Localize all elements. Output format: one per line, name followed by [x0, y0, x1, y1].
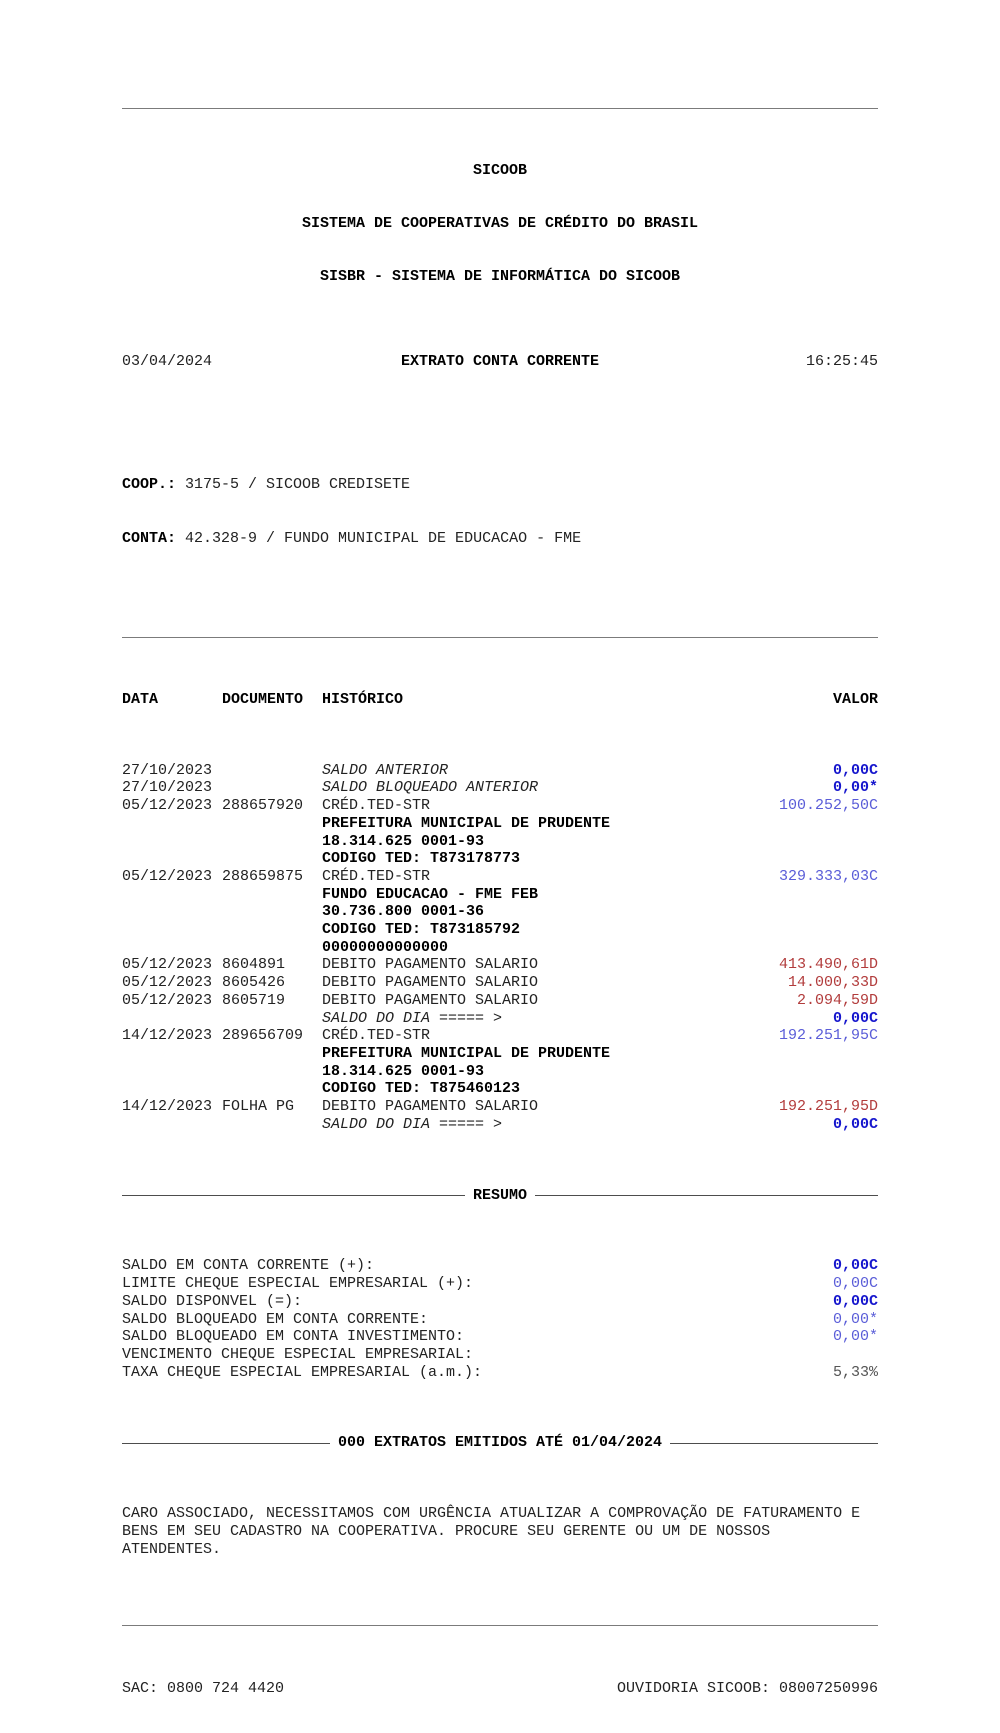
ouvidoria-phone: OUVIDORIA SICOOB: 08007250996	[616, 1679, 878, 1697]
table-row	[122, 1027, 878, 1045]
cell-data: 05/12/2023	[122, 956, 213, 974]
cell-historico: SALDO BLOQUEADO ANTERIOR	[322, 779, 539, 797]
cell-data: 05/12/2023	[122, 974, 213, 992]
org-name: SICOOB	[472, 162, 527, 180]
emitted-divider	[122, 1434, 878, 1452]
emitted-text: 000 EXTRATOS EMITIDOS ATÉ 01/04/2024	[337, 1434, 663, 1452]
top-rule	[122, 108, 878, 109]
notice-paragraph	[122, 1505, 878, 1558]
cell-documento	[222, 1063, 322, 1081]
page-title: EXTRATO CONTA CORRENTE	[400, 353, 600, 371]
cell-documento	[222, 1080, 322, 1098]
cell-valor: 2.094,59D	[796, 991, 878, 1009]
table-row	[122, 1116, 878, 1134]
account-info	[122, 441, 878, 583]
divider-line	[535, 1195, 878, 1196]
cell-historico: CODIGO TED: T875460123	[322, 1080, 521, 1098]
cell-documento	[222, 815, 322, 833]
cell-historico: SALDO DO DIA ===== >	[322, 1115, 503, 1133]
statement-meta-row	[122, 353, 878, 371]
footer-rule	[122, 1625, 878, 1626]
cell-documento: 8604891	[222, 956, 286, 974]
cell-documento	[222, 903, 322, 921]
cell-data	[122, 886, 222, 904]
cell-data	[122, 1080, 222, 1098]
resumo-value: 0,00*	[832, 1310, 878, 1328]
org-subtitle-2: SISBR - SISTEMA DE INFORMÁTICA DO SICOOB	[319, 268, 681, 286]
table-row	[122, 921, 878, 939]
cell-data: 05/12/2023	[122, 991, 213, 1009]
cell-historico: DEBITO PAGAMENTO SALARIO	[322, 974, 539, 992]
notice-line: CARO ASSOCIADO, NECESSITAMOS COM URGÊNCIA ATUALIZAR A COMPROVAÇÃO DE FATURAMENTO E	[122, 1505, 861, 1523]
cell-valor: 0,00C	[832, 761, 878, 779]
divider-line	[122, 1443, 330, 1444]
resumo-row	[122, 1257, 878, 1275]
footer-contacts	[122, 1680, 878, 1698]
cell-data: 27/10/2023	[122, 779, 213, 797]
cell-documento	[222, 762, 322, 780]
conta-value: 42.328-9 / FUNDO MUNICIPAL DE EDUCACAO - FME	[176, 529, 582, 547]
resumo-value: 0,00*	[832, 1328, 878, 1346]
cell-valor: 192.251,95D	[778, 1098, 878, 1116]
notice-line: BENS EM SEU CADASTRO NA COOPERATIVA. PROCURE SEU GERENTE OU UM DE NOSSOS	[122, 1522, 771, 1540]
table-row	[122, 974, 878, 992]
cell-valor: 0,00C	[832, 1009, 878, 1027]
table-row	[122, 833, 878, 851]
cell-data: 05/12/2023	[122, 797, 213, 815]
cell-data	[122, 939, 222, 957]
resumo-value: 0,00C	[832, 1275, 878, 1293]
cell-data	[122, 815, 222, 833]
cell-documento	[222, 1045, 322, 1063]
cell-data	[122, 903, 222, 921]
cell-documento: 289656709	[222, 1027, 304, 1045]
conta-label: CONTA:	[122, 529, 177, 547]
cell-data	[122, 1045, 222, 1063]
resumo-row	[122, 1311, 878, 1329]
table-row	[122, 762, 878, 780]
cell-data: 14/12/2023	[122, 1098, 213, 1116]
org-subtitle-1: SISTEMA DE COOPERATIVAS DE CRÉDITO DO BRASIL	[301, 215, 699, 233]
cell-historico: SALDO DO DIA ===== >	[322, 1009, 503, 1027]
resumo-row	[122, 1346, 878, 1364]
cell-documento	[222, 850, 322, 868]
cell-data	[122, 833, 222, 851]
cell-documento: 8605719	[222, 991, 286, 1009]
cell-historico: DEBITO PAGAMENTO SALARIO	[322, 956, 539, 974]
cell-documento	[222, 939, 322, 957]
resumo-row	[122, 1293, 878, 1311]
resumo-title: RESUMO	[473, 1186, 528, 1204]
resumo-label: LIMITE CHEQUE ESPECIAL EMPRESARIAL (+):	[122, 1275, 474, 1293]
cell-documento: 288659875	[222, 867, 304, 885]
resumo-divider	[122, 1187, 878, 1205]
cell-data	[122, 1010, 222, 1028]
cell-documento	[222, 886, 322, 904]
cell-data: 27/10/2023	[122, 761, 213, 779]
cell-valor: 329.333,03C	[778, 867, 878, 885]
cell-data	[122, 1116, 222, 1134]
resumo-label: SALDO BLOQUEADO EM CONTA INVESTIMENTO:	[122, 1328, 465, 1346]
cell-documento: 8605426	[222, 974, 286, 992]
cell-data	[122, 1063, 222, 1081]
table-top-rule	[122, 637, 878, 638]
table-row	[122, 815, 878, 833]
col-header-valor: VALOR	[832, 690, 878, 708]
cell-valor: 413.490,61D	[778, 956, 878, 974]
resumo-label: TAXA CHEQUE ESPECIAL EMPRESARIAL (a.m.):	[122, 1363, 483, 1381]
cell-data: 05/12/2023	[122, 867, 213, 885]
table-row	[122, 956, 878, 974]
cell-historico: 30.736.800 0001-36	[322, 903, 485, 921]
cell-historico: DEBITO PAGAMENTO SALARIO	[322, 1098, 539, 1116]
cell-historico: CRÉD.TED-STR	[322, 797, 431, 815]
cell-data: 14/12/2023	[122, 1027, 213, 1045]
coop-label: COOP.:	[122, 476, 177, 494]
table-header-row	[122, 691, 878, 709]
resumo-value: 5,33%	[832, 1363, 878, 1381]
table-row	[122, 850, 878, 868]
cell-historico: CRÉD.TED-STR	[322, 1027, 431, 1045]
resumo-value: 0,00C	[832, 1257, 878, 1275]
cell-valor: 192.251,95C	[778, 1027, 878, 1045]
table-row	[122, 1080, 878, 1098]
resumo-row	[122, 1328, 878, 1346]
cell-valor: 100.252,50C	[778, 797, 878, 815]
resumo-list	[122, 1257, 878, 1381]
statement-time: 16:25:45	[805, 353, 878, 371]
table-row	[122, 903, 878, 921]
cell-documento	[222, 1116, 322, 1134]
col-header-data: DATA	[122, 690, 159, 708]
table-row	[122, 1045, 878, 1063]
table-row	[122, 1010, 878, 1028]
resumo-label: SALDO DISPONVEL (=):	[122, 1292, 303, 1310]
coop-value: 3175-5 / SICOOB CREDISETE	[176, 476, 411, 494]
cell-data	[122, 921, 222, 939]
resumo-label: SALDO BLOQUEADO EM CONTA CORRENTE:	[122, 1310, 429, 1328]
cell-historico: FUNDO EDUCACAO - FME FEB	[322, 885, 539, 903]
sac-phone: SAC: 0800 724 4420	[122, 1679, 285, 1697]
col-header-historico: HISTÓRICO	[322, 690, 404, 708]
cell-documento	[222, 921, 322, 939]
cell-historico: CRÉD.TED-STR	[322, 867, 431, 885]
table-row	[122, 1063, 878, 1081]
divider-line	[122, 1195, 465, 1196]
cell-historico: PREFEITURA MUNICIPAL DE PRUDENTE	[322, 814, 611, 832]
cell-historico: CODIGO TED: T873178773	[322, 850, 521, 868]
col-header-documento: DOCUMENTO	[222, 690, 304, 708]
resumo-label: SALDO EM CONTA CORRENTE (+):	[122, 1257, 375, 1275]
statement-date: 03/04/2024	[122, 353, 213, 371]
cell-historico: CODIGO TED: T873185792	[322, 921, 521, 939]
resumo-row	[122, 1275, 878, 1293]
table-row	[122, 992, 878, 1010]
table-row	[122, 779, 878, 797]
cell-documento: FOLHA PG	[222, 1098, 295, 1116]
cell-valor: 14.000,33D	[787, 974, 878, 992]
cell-historico: DEBITO PAGAMENTO SALARIO	[322, 991, 539, 1009]
notice-line: ATENDENTES.	[122, 1540, 222, 1558]
conta-line	[122, 530, 878, 548]
cell-documento	[222, 1010, 322, 1028]
cell-valor: 0,00C	[832, 1115, 878, 1133]
transactions-list	[122, 762, 878, 1134]
resumo-value: 0,00C	[832, 1292, 878, 1310]
cell-documento	[222, 833, 322, 851]
cell-historico: 18.314.625 0001-93	[322, 1062, 485, 1080]
cell-historico: 00000000000000	[322, 938, 449, 956]
cell-documento	[222, 779, 322, 797]
cell-documento: 288657920	[222, 797, 304, 815]
table-row	[122, 797, 878, 815]
resumo-row	[122, 1364, 878, 1382]
cell-historico: PREFEITURA MUNICIPAL DE PRUDENTE	[322, 1044, 611, 1062]
divider-line	[670, 1443, 878, 1444]
resumo-label: VENCIMENTO CHEQUE ESPECIAL EMPRESARIAL:	[122, 1345, 474, 1363]
coop-line	[122, 476, 878, 494]
cell-historico: SALDO ANTERIOR	[322, 761, 449, 779]
cell-valor: 0,00*	[832, 779, 878, 797]
table-row	[122, 868, 878, 886]
cell-historico: 18.314.625 0001-93	[322, 832, 485, 850]
statement-document	[122, 0, 878, 1733]
table-row	[122, 886, 878, 904]
cell-data	[122, 850, 222, 868]
table-row	[122, 939, 878, 957]
table-row	[122, 1098, 878, 1116]
